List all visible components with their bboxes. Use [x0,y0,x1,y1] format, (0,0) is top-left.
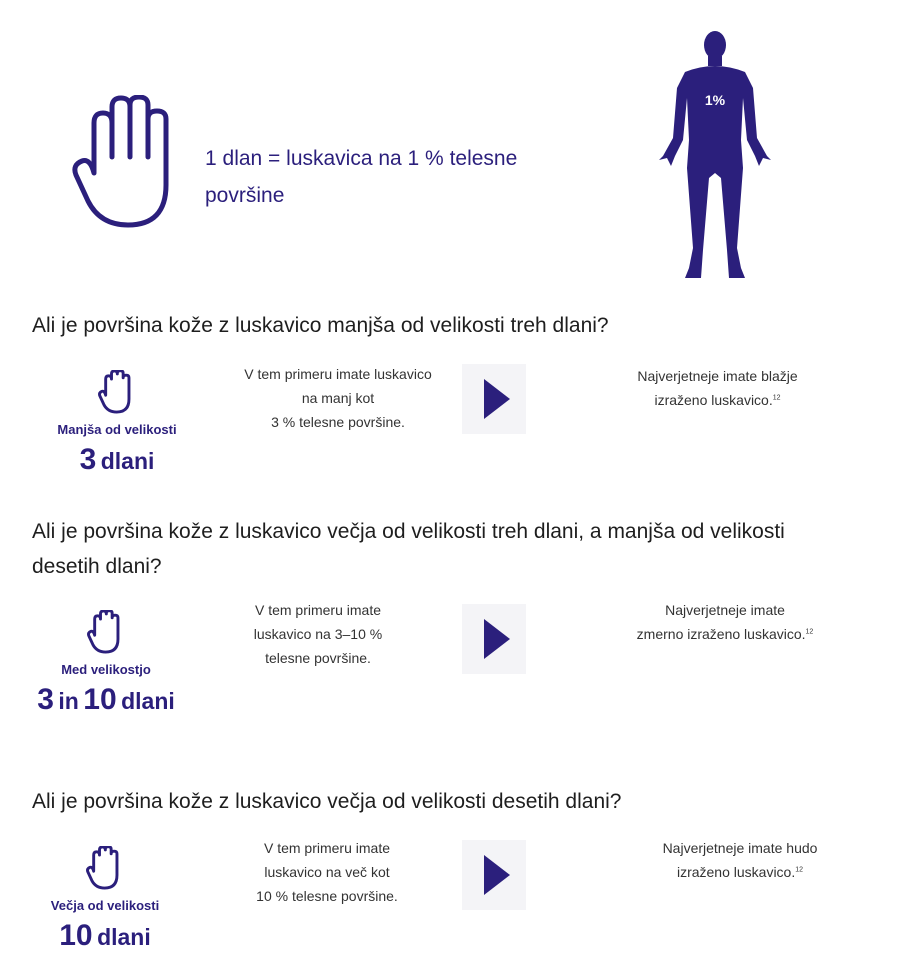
body-percentage-label: 1% [704,92,726,108]
reference-sup: 12 [805,628,814,636]
hand-icon [98,370,136,414]
result-line: Najverjetneje imate hudo [662,840,818,856]
example-line: luskavico na več kot [264,864,390,880]
size-number: 10 [83,683,117,716]
example-line: luskavico na 3–10 % [253,626,383,642]
example-text-2 [218,598,418,670]
result-line: zmerno izraženo luskavico. [636,626,806,642]
size-block-3 [22,846,188,953]
result-line: izraženo luskavico. [654,392,773,408]
arrow-right-box [462,604,526,674]
size-connector: in [58,688,79,714]
hand-outline-icon [72,95,186,231]
play-arrow-icon [482,619,510,659]
size-number: 3 [37,683,54,716]
question-1: Ali je površina kože z luskavico manjša od velikosti treh dlani? [32,314,609,337]
result-line: izraženo luskavico. [676,864,796,880]
size-number: 10 [59,919,93,952]
hand-icon [87,610,125,654]
example-text-3 [222,836,432,908]
example-line: 10 % telesne površine. [256,888,398,904]
example-line: telesne površine. [265,650,371,666]
reference-sup: 12 [772,394,781,402]
play-arrow-icon [482,855,510,895]
example-line: na manj kot [301,390,375,406]
size-unit: dlani [97,924,151,950]
intro-statement: 1 dlan = luskavica na 1 % telesne površine [205,147,518,207]
result-text-3 [630,836,850,884]
size-block-2 [18,610,194,717]
size-unit: dlani [121,688,175,714]
size-caption: Manjša od velikosti [57,422,177,437]
result-text-2 [610,598,840,646]
size-value [18,683,194,717]
question-3: Ali je površina kože z luskavico večja od velikosti desetih dlani? [32,790,622,813]
size-value [34,443,200,477]
arrow-right-box [462,840,526,910]
result-line: Najverjetneje imate [665,602,785,618]
example-line: V tem primeru imate [254,602,382,618]
size-caption: Večja od velikosti [50,898,160,913]
example-line: V tem primeru imate [263,840,391,856]
result-line: Najverjetneje imate blažje [637,368,798,384]
question-2: Ali je površina kože z luskavico večja od velikosti treh dlani, a manjša od velikosti desetih dlani? [32,520,785,578]
size-block-1 [34,370,200,477]
human-body-figure [657,28,773,283]
play-arrow-icon [482,379,510,419]
example-line: V tem primeru imate luskavico [244,366,432,382]
hand-icon [86,846,124,890]
reference-sup: 12 [795,866,804,874]
result-text-1 [600,364,835,412]
human-body-icon [657,28,773,283]
example-line: 3 % telesne površine. [271,414,405,430]
arrow-right-box [462,364,526,434]
size-value [22,919,188,953]
size-caption: Med velikostjo [61,662,151,677]
example-text-1 [218,362,458,434]
size-unit: dlani [100,448,155,474]
size-number: 3 [79,443,97,476]
